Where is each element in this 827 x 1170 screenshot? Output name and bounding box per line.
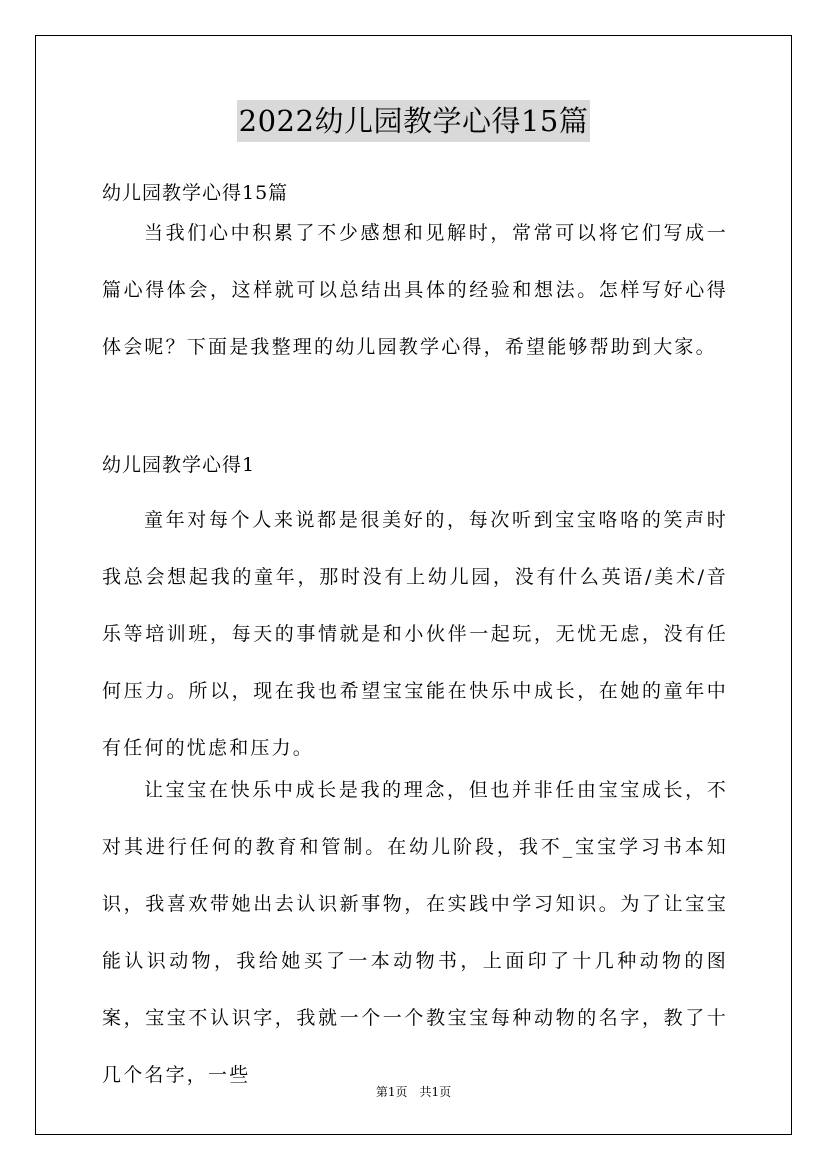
section-heading: 幼儿园教学心得1 (102, 454, 256, 476)
page-footer: 第1页 共1页 (375, 1085, 452, 1099)
body-paragraph-2: 让宝宝在快乐中成长是我的理念，但也并非任由宝宝成长，不对其进行任何的教育和管制。在幼儿阶段，我不_宝宝学习书本知识，我喜欢带她出去认识新事物，在实践中学习知识。为了让宝宝能认识动物，我给她买了一本动物书，上面印了十几种动物的图案，宝宝不认识字，我就一个一个教宝宝每种动物的名字，教了十几个名字，一些 (102, 779, 728, 1086)
body-paragraph-1: 童年对每个人来说都是很美好的，每次听到宝宝咯咯的笑声时我总会想起我的童年，那时没有上幼儿园，没有什么英语/美术/音乐等培训班，每天的事情就是和小伙伴一起玩，无忧无虑，没有任何压力。所以，现在我也希望宝宝能在快乐中成长，在她的童年中有任何的忧虑和压力。 (102, 509, 728, 759)
document-subtitle: 幼儿园教学心得15篇 (102, 182, 289, 204)
document-title-text: 2022幼儿园教学心得15篇 (237, 100, 591, 142)
intro-paragraph: 当我们心中积累了不少感想和见解时，常常可以将它们写成一篇心得体会，这样就可以总结出具体的经验和想法。怎样写好心得体会呢？下面是我整理的幼儿园教学心得，希望能够帮助到大家。 (102, 222, 728, 358)
document-title (0, 100, 827, 142)
